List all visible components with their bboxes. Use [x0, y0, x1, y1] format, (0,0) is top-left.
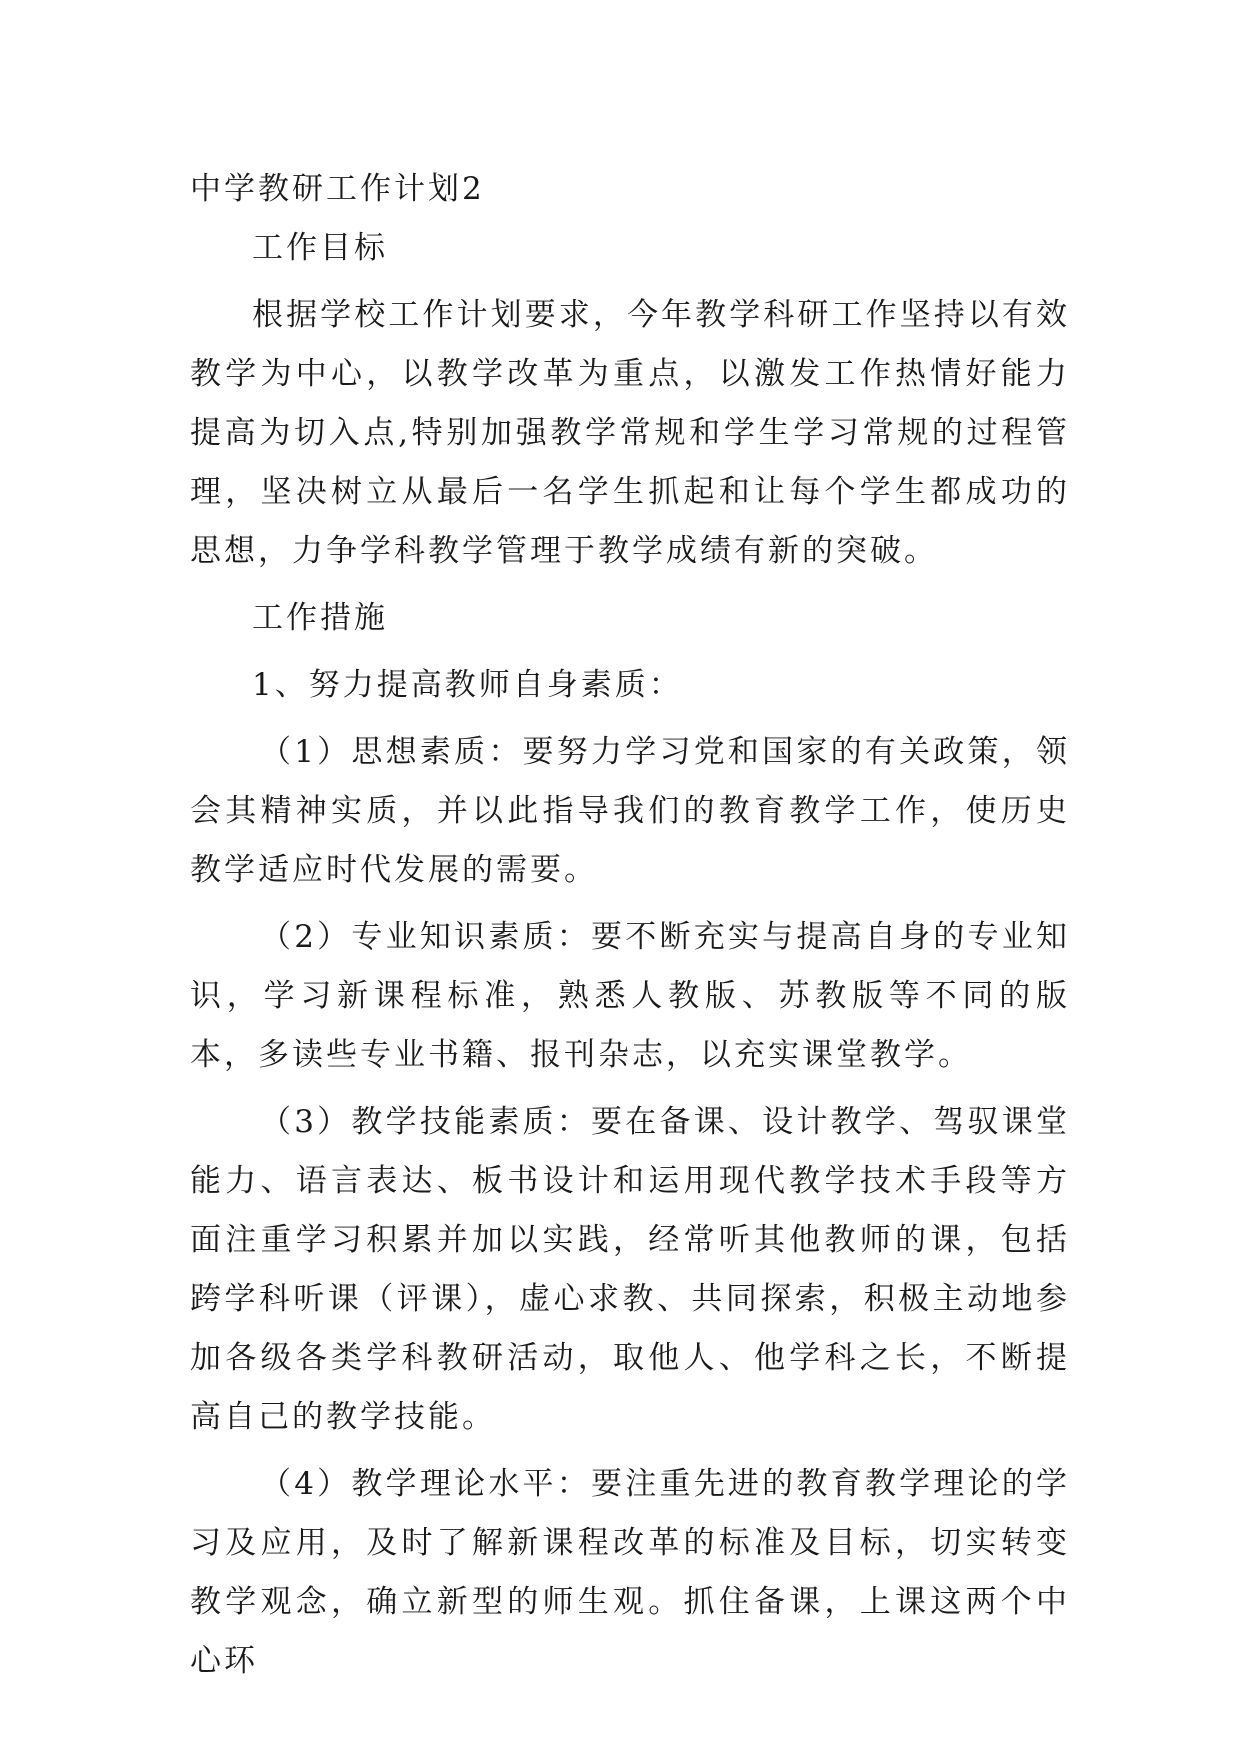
- measure-1-heading: 1、努力提高教师自身素质：: [252, 667, 683, 703]
- measure-item-4: （4）教学理论水平：要注重先进的教育教学理论的学习及应用，及时了解新课程改革的标准及目标，切实转变教学观念，确立新型的师生观。抓住备课，上课这两个中心环: [190, 1466, 1070, 1679]
- measure-item-1: （1）思想素质：要努力学习党和国家的有关政策，领会其精神实质，并以此指导我们的教育教学工作，使历史教学适应时代发展的需要。: [190, 734, 1070, 888]
- document-body: [190, 160, 1070, 1699]
- document-title: 中学教研工作计划2: [190, 171, 485, 207]
- section-heading-measures: 工作措施: [252, 600, 388, 636]
- measure-item-2: （2）专业知识素质：要不断充实与提高自身的专业知识，学习新课程标准，熟悉人教版、苏教版等不同的版本，多读些专业书籍、报刊杂志，以充实课堂教学。: [190, 919, 1070, 1073]
- goal-paragraph: 根据学校工作计划要求，今年教学科研工作坚持以有效教学为中心，以教学改革为重点，以激发工作热情好能力提高为切入点,特别加强教学常规和学生学习常规的过程管理，坚决树立从最后一名学生抓起和让每个学生都成功的思想，力争学科教学管理于教学成绩有新的突破。: [190, 297, 1070, 569]
- section-heading-goal: 工作目标: [252, 230, 388, 266]
- measure-item-3: （3）教学技能素质：要在备课、设计教学、驾驭课堂能力、语言表达、板书设计和运用现代教学技术手段等方面注重学习积累并加以实践，经常听其他教师的课，包括跨学科听课（评课），虚心求教、共同探索，积极主动地参加各级各类学科教研活动，取他人、他学科之长，不断提高自己的教学技能。: [190, 1104, 1070, 1435]
